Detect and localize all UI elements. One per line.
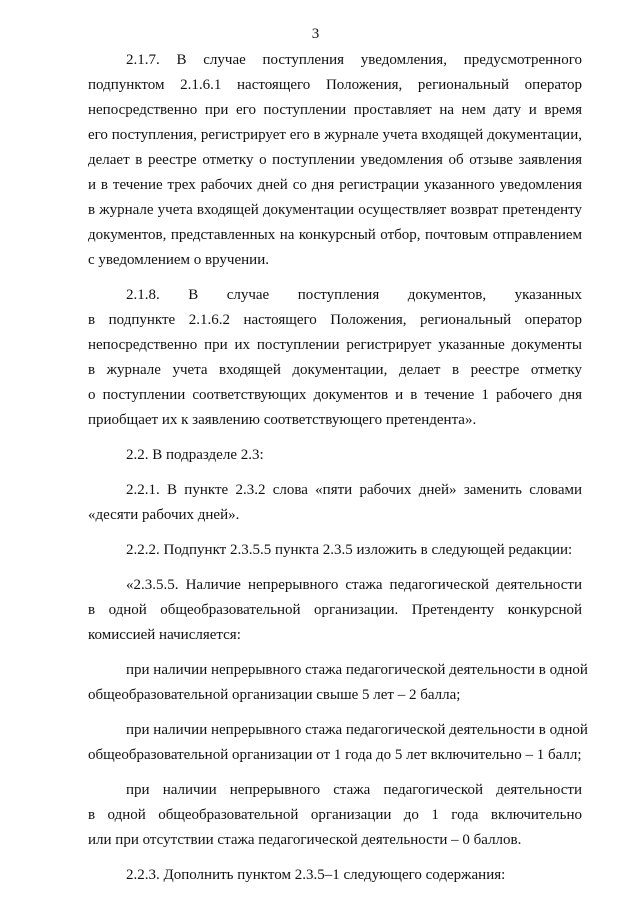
text-line: при наличии непрерывного стажа педагогической деятельности [126, 782, 582, 798]
text-line: непосредственно при их поступлении регистрирует указанные документы [88, 337, 582, 353]
text-line: непосредственно при его поступлении проставляет на нем дату и время [88, 102, 582, 118]
text-line: 2.1.8. В случае поступления документов, указанных [126, 287, 582, 303]
paragraph-2-2-3 [88, 863, 582, 888]
text-line: 2.2. В подразделе 2.3: [126, 447, 264, 463]
text-line: 2.2.1. В пункте 2.3.2 слова «пяти рабочих дней» заменить словами [126, 482, 582, 498]
text-line: делает в реестре отметку о поступлении уведомления об отзыве заявления [88, 152, 582, 168]
document-body [88, 48, 588, 898]
text-line: при наличии непрерывного стажа педагогической деятельности в одной [126, 662, 588, 678]
text-line: «десяти рабочих дней». [88, 507, 240, 523]
text-line: подпунктом 2.1.6.1 настоящего Положения, региональный оператор [88, 77, 582, 93]
text-line: 2.2.3. Дополнить пунктом 2.3.5–1 следующего содержания: [126, 867, 506, 883]
text-line: его поступления, регистрирует его в журнале учета входящей документации, [88, 127, 582, 143]
paragraph-2-1-7 [88, 48, 582, 273]
paragraph-2-1-8 [88, 283, 582, 433]
paragraph-2-3-5-5 [88, 573, 582, 648]
text-line: документов, представленных на конкурсный отбор, почтовым отправлением [88, 227, 582, 243]
text-line: о поступлении соответствующих документов и в течение 1 рабочего дня [88, 387, 582, 403]
text-line: или при отсутствии стажа педагогической деятельности – 0 баллов. [88, 832, 522, 848]
page-number: 3 [311, 26, 320, 42]
text-line: 2.2.2. Подпункт 2.3.5.5 пункта 2.3.5 изложить в следующей редакции: [126, 542, 573, 558]
text-line: в одной общеобразовательной организации до 1 года включительно [88, 807, 582, 823]
paragraph-under-1-year [88, 778, 582, 853]
text-line: в подпункте 2.1.6.2 настоящего Положения, региональный оператор [88, 312, 582, 328]
text-line: в одной общеобразовательной организации. Претенденту конкурсной [88, 602, 582, 618]
paragraph-2-2 [88, 443, 582, 468]
text-line: с уведомлением о вручении. [88, 252, 269, 268]
paragraph-1-to-5-years [88, 718, 588, 768]
text-line: 2.1.7. В случае поступления уведомления, предусмотренного [126, 52, 582, 68]
text-line: приобщает их к заявлению соответствующего претендента». [88, 412, 477, 428]
paragraph-2-2-2 [88, 538, 582, 563]
text-line: в журнале учета входящей документации осуществляет возврат претенденту [88, 202, 582, 218]
text-line: при наличии непрерывного стажа педагогической деятельности в одной [126, 722, 588, 738]
text-line: в журнале учета входящей документации, делает в реестре отметку [88, 362, 582, 378]
paragraph-2-2-1 [88, 478, 582, 528]
text-line: «2.3.5.5. Наличие непрерывного стажа педагогической деятельности [126, 577, 582, 593]
text-line: общеобразовательной организации от 1 года до 5 лет включительно – 1 балл; [88, 747, 582, 763]
text-line: комиссией начисляется: [88, 627, 241, 643]
text-line: общеобразовательной организации свыше 5 лет – 2 балла; [88, 687, 461, 703]
paragraph-over-5-years [88, 658, 588, 708]
text-line: и в течение трех рабочих дней со дня регистрации указанного уведомления [88, 177, 582, 193]
